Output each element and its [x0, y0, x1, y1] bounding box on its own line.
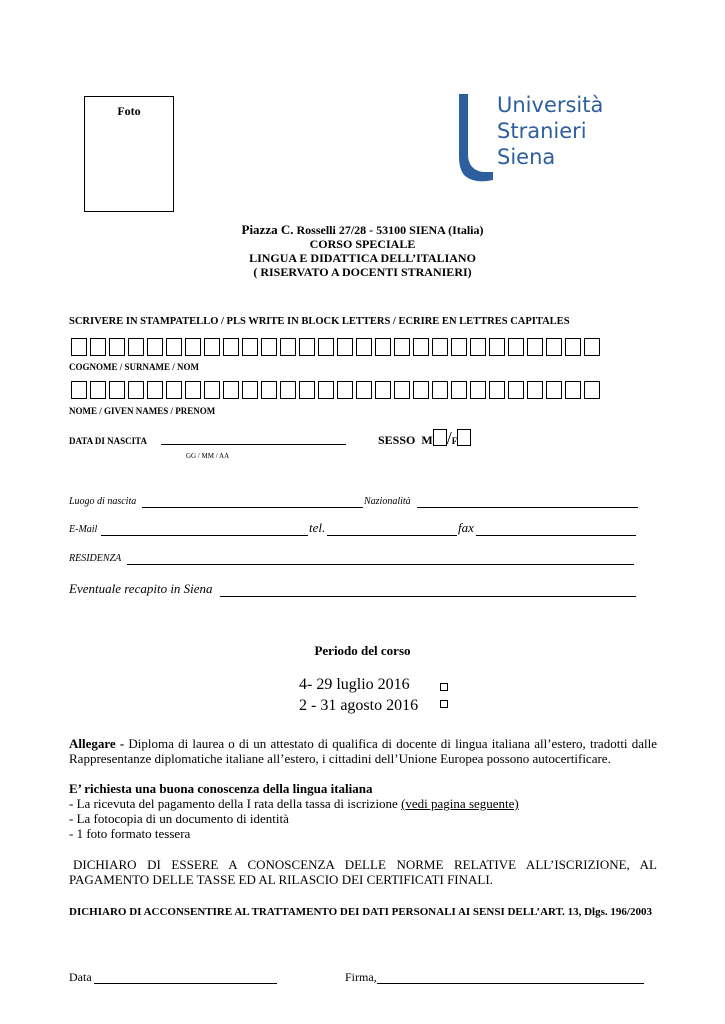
logo-text [497, 92, 603, 170]
date-line[interactable] [94, 983, 277, 984]
letter-box[interactable] [185, 381, 201, 399]
letter-box[interactable] [394, 338, 410, 356]
letter-box[interactable] [470, 338, 486, 356]
attachments-lead: Allegare - [69, 736, 125, 751]
attachment-item-1 [69, 796, 519, 812]
letter-box[interactable] [356, 338, 372, 356]
letter-box[interactable] [508, 338, 524, 356]
letter-box[interactable] [413, 338, 429, 356]
letter-box[interactable] [527, 338, 543, 356]
see-next-page-link[interactable]: (vedi pagina seguente) [401, 796, 519, 811]
course-header [0, 223, 725, 279]
sex-male-checkbox[interactable] [433, 429, 447, 446]
given-names-boxes[interactable] [71, 381, 600, 399]
letter-box[interactable] [375, 338, 391, 356]
logo-line-3: Siena [497, 145, 556, 169]
declaration-privacy: DICHIARO DI ACCONSENTIRE AL TRATTAMENTO DEI DATI PERSONALI AI SENSI DELL’ART. 13, Dlgs. 196/2003 [69, 906, 652, 918]
signature-line[interactable] [377, 983, 644, 984]
instructions: SCRIVERE IN STAMPATELLO / PLS WRITE IN BLOCK LETTERS / ECRIRE EN LETTRES CAPITALES [69, 316, 570, 327]
language-requirement: E’ richiesta una buona conoscenza della lingua italiana [69, 781, 373, 796]
letter-box[interactable] [527, 381, 543, 399]
attachments-body: Diploma di laurea o di un attestato di qualifica di docente di lingua italiana all’estero, tradotti dalle Rappresentanze diplomatiche italiane all’estero, i cittadini dell’Unione Europea possono autocertificare. [69, 736, 657, 766]
residence-label: RESIDENZA [69, 553, 122, 564]
surname-boxes[interactable] [71, 338, 600, 356]
attachment-item-3: - 1 foto formato tessera [69, 826, 191, 841]
declaration-rules: DICHIARO DI ESSERE A CONOSCENZA DELLE NORME RELATIVE ALL’ISCRIZIONE, AL PAGAMENTO DELLE TASSE ED AL RILASCIO DEI CERTIFICATI FINALI. [69, 857, 657, 887]
period-option-2[interactable] [299, 697, 418, 715]
letter-box[interactable] [356, 381, 372, 399]
letter-box[interactable] [128, 381, 144, 399]
attachment-item-2: - La fotocopia di un documento di identità [69, 811, 289, 826]
letter-box[interactable] [90, 338, 106, 356]
letter-box[interactable] [546, 338, 562, 356]
sex-female-label: F [451, 436, 458, 446]
signature-label: Firma, [345, 970, 377, 984]
date-label: Data [69, 970, 92, 984]
period-option-1[interactable] [299, 676, 410, 694]
letter-box[interactable] [185, 338, 201, 356]
sex-male-label: M [421, 433, 433, 447]
period-option-2-checkbox[interactable] [440, 700, 448, 708]
letter-box[interactable] [204, 338, 220, 356]
birth-date-label: DATA DI NASCITA [69, 436, 148, 446]
letter-box[interactable] [280, 338, 296, 356]
nationality-line[interactable] [417, 507, 638, 508]
letter-box[interactable] [147, 338, 163, 356]
letter-box[interactable] [261, 338, 277, 356]
email-line[interactable] [101, 535, 308, 536]
letter-box[interactable] [109, 381, 125, 399]
birthplace-line[interactable] [142, 507, 363, 508]
letter-box[interactable] [299, 338, 315, 356]
letter-box[interactable] [413, 381, 429, 399]
letter-box[interactable] [166, 381, 182, 399]
birth-date-format: GG / MM / AA [186, 452, 230, 460]
period-option-2-label: 2 - 31 agosto 2016 [299, 697, 419, 714]
letter-box[interactable] [318, 381, 334, 399]
letter-box[interactable] [432, 381, 448, 399]
tel-line[interactable] [327, 535, 457, 536]
fax-line[interactable] [476, 535, 636, 536]
email-label: E-Mail [69, 524, 98, 535]
letter-box[interactable] [261, 381, 277, 399]
address-prefix: Piazza C. [241, 222, 294, 237]
letter-box[interactable] [242, 381, 258, 399]
letter-box[interactable] [90, 381, 106, 399]
letter-box[interactable] [223, 381, 239, 399]
letter-box[interactable] [451, 381, 467, 399]
letter-box[interactable] [337, 381, 353, 399]
logo-line-1: Università [497, 93, 604, 117]
letter-box[interactable] [337, 338, 353, 356]
letter-box[interactable] [204, 381, 220, 399]
given-names-label: NOME / GIVEN NAMES / PRENOM [69, 406, 216, 416]
attachments-text [69, 736, 657, 766]
letter-box[interactable] [565, 338, 581, 356]
letter-box[interactable] [242, 338, 258, 356]
birthplace-label: Luogo di nascita [69, 496, 137, 507]
course-type: CORSO SPECIALE [309, 237, 416, 251]
letter-box[interactable] [508, 381, 524, 399]
letter-box[interactable] [128, 338, 144, 356]
letter-box[interactable] [432, 338, 448, 356]
letter-box[interactable] [451, 338, 467, 356]
siena-address-line[interactable] [220, 596, 636, 597]
address [0, 223, 725, 237]
letter-box[interactable] [71, 338, 87, 356]
surname-label: COGNOME / SURNAME / NOM [69, 362, 199, 372]
address-rest: Rosselli 27/28 - 53100 SIENA (Italia) [296, 223, 484, 237]
attachment-item-1-text: - La ricevuta del pagamento della I rata della tassa di iscrizione [69, 796, 398, 811]
letter-box[interactable] [223, 338, 239, 356]
logo-u-mark [455, 92, 495, 184]
fax-label: fax [458, 520, 474, 535]
sex-field [378, 428, 471, 449]
letter-box[interactable] [147, 381, 163, 399]
letter-box[interactable] [584, 381, 600, 399]
logo-line-2: Stranieri [497, 119, 587, 143]
letter-box[interactable] [318, 338, 334, 356]
letter-box[interactable] [546, 381, 562, 399]
period-option-1-checkbox[interactable] [440, 683, 448, 691]
letter-box[interactable] [394, 381, 410, 399]
letter-box[interactable] [109, 338, 125, 356]
period-title: Periodo del corso [314, 643, 411, 658]
course-reserved: ( RISERVATO A DOCENTI STRANIERI) [253, 265, 472, 279]
letter-box[interactable] [71, 381, 87, 399]
letter-box[interactable] [166, 338, 182, 356]
residence-line[interactable] [127, 564, 634, 565]
letter-box[interactable] [280, 381, 296, 399]
letter-box[interactable] [584, 338, 600, 356]
letter-box[interactable] [565, 381, 581, 399]
letter-box[interactable] [489, 381, 505, 399]
birth-date-line[interactable] [161, 444, 346, 445]
tel-label: tel. [309, 520, 326, 535]
course-subject: LINGUA E DIDATTICA DELL’ITALIANO [249, 251, 476, 265]
letter-box[interactable] [489, 338, 505, 356]
siena-address-label: Eventuale recapito in Siena [69, 581, 213, 596]
period-option-1-label: 4- 29 luglio 2016 [299, 676, 410, 693]
sex-label: SESSO [378, 433, 416, 447]
photo-box [84, 96, 174, 212]
sex-female-checkbox[interactable] [457, 429, 471, 446]
photo-label: Foto [117, 104, 141, 118]
sex-separator: / [446, 428, 452, 448]
letter-box[interactable] [470, 381, 486, 399]
nationality-label: Nazionalità [364, 496, 411, 507]
letter-box[interactable] [375, 381, 391, 399]
letter-box[interactable] [299, 381, 315, 399]
